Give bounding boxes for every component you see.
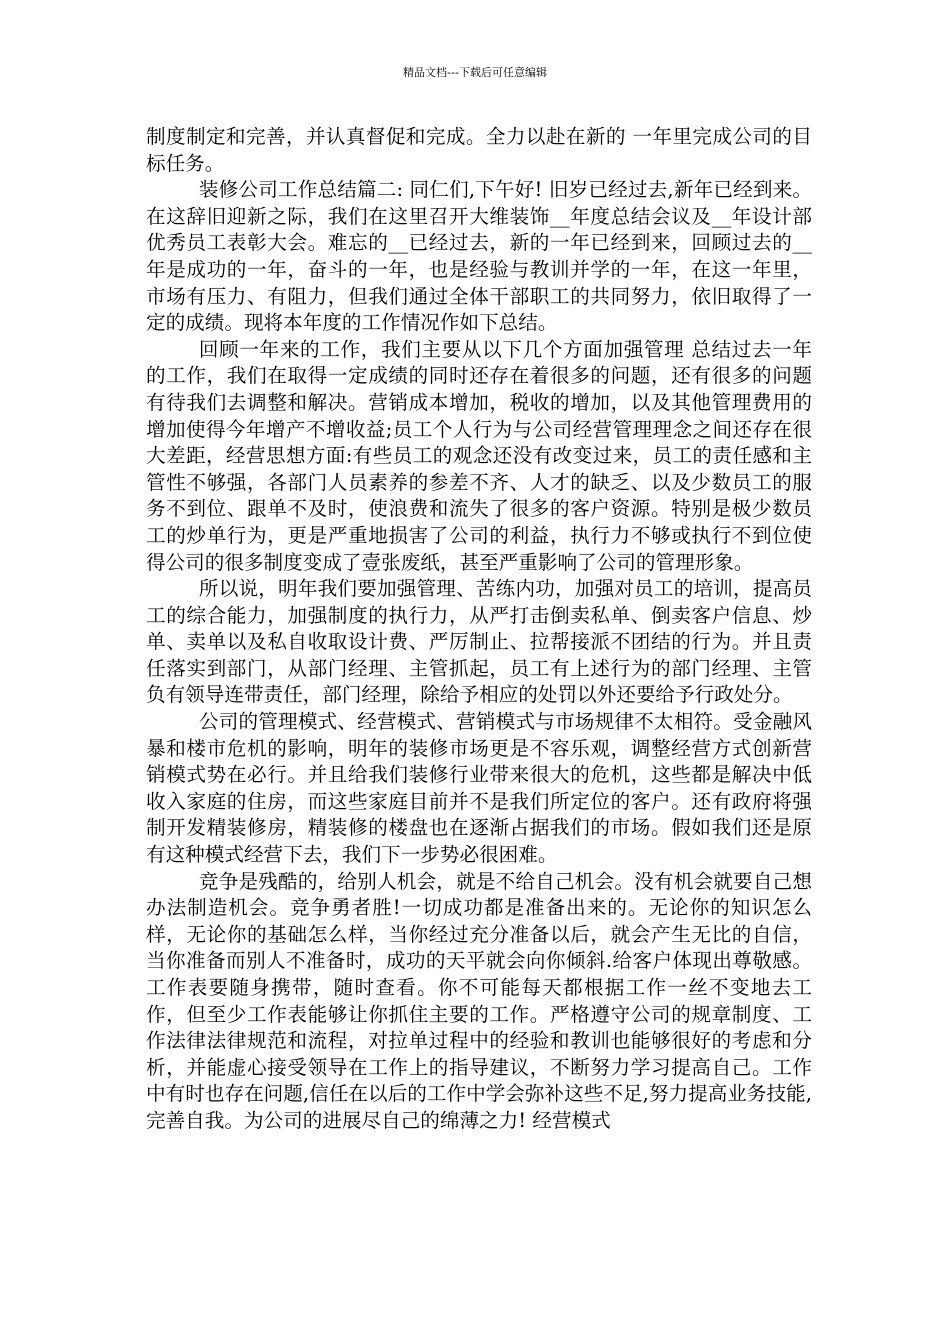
paragraph-2: 装修公司工作总结篇二: 同仁们,下午好! 旧岁已经过去,新年已经到来。在这辞旧迎新之际，我们在这里召开大维装饰__年度总结会议及__年设计部优秀员工表彰大会。难忘的__已经过去，新的一年已经到来，回顾过去的__年是成功的一年，奋斗的一年，也是经验与教训并学的一年，在这一年里，市场有压力、有阻力，但我们通过全体干部职工的共同努力，依旧取得了一定的成绩。现将本年度的工作情况作如下总结。	[146, 178, 812, 335]
page-header: 精品文档---下载后可任意编辑	[403, 66, 547, 79]
paragraph-1: 制度制定和完善，并认真督促和完成。全力以赴在新的 一年里完成公司的目标任务。	[146, 125, 812, 175]
paragraph-3: 回顾一年来的工作，我们主要从以下几个方面加强管理 总结过去一年的工作，我们在取得一定成绩的同时还存在着很多的问题，还有很多的问题有待我们去调整和解决。营销成本增加，税收的增加，以及其他管理费用的增加使得今年增产不增收益;员工个人行为与公司经营管理理念之间还存在很大差距，经营思想方面:有些员工的观念还没有改变过来，员工的责任感和主管性不够强，各部门人员素养的参差不齐、人才的缺乏、以及少数员工的服务不到位、跟单不及时，使浪费和流失了很多的客户资源。特别是极少数员工的炒单行为，更是严重地损害了公司的利益，执行力不够或执行不到位使得公司的很多制度变成了壹张废纸，甚至严重影响了公司的管理形象。	[146, 337, 812, 574]
paragraph-6: 竞争是残酷的，给别人机会，就是不给自己机会。没有机会就要自己想办法制造机会。竞争勇者胜!一切成功都是准备出来的。无论你的知识怎么样，无论你的基础怎么样，当你经过充分准备以后，就会产生无比的自信，当你准备而别人不准备时，成功的天平就会向你倾斜.给客户体现出尊敬感。工作表要随身携带，随时查看。你不可能每天都根据工作一丝不变地去工作，但至少工作表能够让你抓住主要的工作。严格遵守公司的规章制度、工作法律法律规范和流程，对拉单过程中的经验和教训也能够很好的考虑和分析，并能虚心接受领导在工作上的指导建议，不断努力学习提高自己。工作中有时也存在问题,信任在以后的工作中学会弥补这些不足,努力提高业务技能,完善自我。为公司的进展尽自己的绵薄之力! 经营模式	[146, 869, 812, 1132]
paragraph-5: 公司的管理模式、经营模式、营销模式与市场规律不太相符。受金融风暴和楼市危机的影响，明年的装修市场更是不容乐观，调整经营方式创新营销模式势在必行。并且给我们装修行业带来很大的危机，这些都是解决中低收入家庭的住房，而这些家庭目前并不是我们所定位的客户。还有政府将强制开发精装修房，精装修的楼盘也在逐渐占据我们的市场。假如我们还是原有这种模式经营下去，我们下一步势必很困难。	[146, 710, 812, 867]
paragraph-4: 所以说，明年我们要加强管理、苦练内功，加强对员工的培训，提高员工的综合能力，加强制度的执行力，从严打击倒卖私单、倒卖客户信息、炒单、卖单以及私自收取设计费、严厉制止、拉帮接派不团结的行为。并且责任落实到部门，从部门经理、主管抓起，员工有上述行为的部门经理、主管负有领导连带责任，部门经理，除给予相应的处罚以外还要给予行政处分。	[146, 577, 812, 707]
document-body	[146, 124, 812, 1135]
